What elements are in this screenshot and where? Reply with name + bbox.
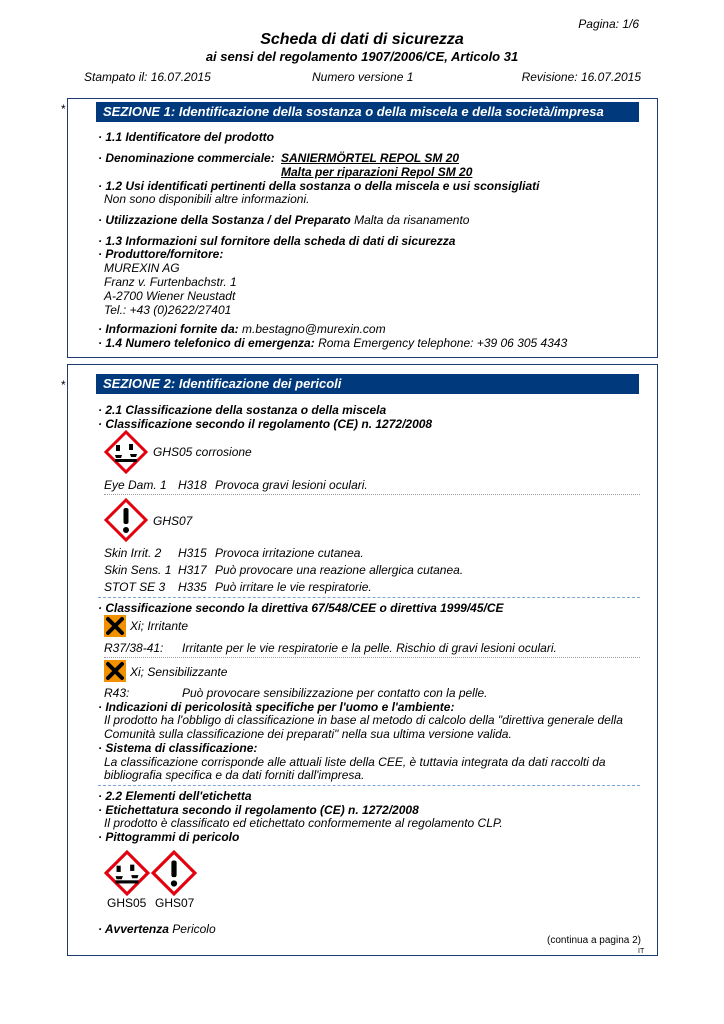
xi-sensitizer-icon [104,660,126,682]
h-row-1-class: Skin Irrit. 2 [104,546,162,560]
trade-name-2: Malta per riparazioni Repol SM 20 [281,165,473,179]
revision-date: Revisione: 16.07.2015 [521,70,641,84]
eye-code: H318 [178,478,207,492]
pictogram-ghs05-icon [104,850,150,896]
dashed-divider [98,785,640,786]
xi-irritant-icon [104,615,126,637]
r37-text: Irritante per le vie respiratorie e la pelle. Rischio di gravi lesioni oculari. [182,641,557,655]
ghs05-label: GHS05 corrosione [153,445,252,459]
info-line [98,322,386,336]
continued-note: (continua a pagina 2) [547,935,641,946]
version-number: Numero versione 1 [312,70,414,84]
directive-label: · Classificazione secondo la direttiva 67/548/CEE o direttiva 1999/45/CE [98,601,504,615]
s21-heading: · 2.1 Classificazione della sostanza o della miscela [98,403,387,417]
address-line-2: Franz v. Furtenbachstr. 1 [104,275,237,289]
s12-heading: · 1.2 Usi identificati pertinenti della sostanza o della miscela e usi sconsigliati [98,179,540,193]
h-row-2-code: H317 [178,563,207,577]
h-row-3-code: H335 [178,580,207,594]
address-line-4: Tel.: +43 (0)2622/27401 [104,303,232,317]
pictogram-ghs05-label: GHS05 [107,896,147,910]
producer-label: · Produttore/fornitore: [98,247,224,261]
system-label: · Sistema di classificazione: [98,741,258,755]
section1-change-marker: * [61,102,66,116]
warning-label: · Avvertenza [98,922,169,936]
section2-header: SEZIONE 2: Identificazione dei pericoli [96,374,639,394]
print-date: Stampato il: 16.07.2015 [84,70,211,84]
h-row-3-class: STOT SE 3 [104,580,166,594]
eye-class: Eye Dam. 1 [104,478,167,492]
xi-sens-label: Xi; Sensibilizzante [130,665,228,679]
r37-code: R37/38-41: [104,641,164,655]
h-row-2-class: Skin Sens. 1 [104,563,172,577]
usage-line [98,213,469,227]
page-number: Pagina: 1/6 [578,17,639,31]
ghs07-label: GHS07 [153,514,193,528]
pictogram-ghs07-label: GHS07 [155,896,195,910]
h-row-1-code: H315 [178,546,207,560]
specific-label: · Indicazioni di pericolosità specifiche per l'uomo e l'ambiente: [98,700,455,714]
r43-text: Può provocare sensibilizzazione per contatto con la pelle. [182,686,488,700]
trade-name-label: · Denominazione commerciale: [98,151,275,165]
trade-name-1: SANIERMÖRTEL REPOL SM 20 [281,151,460,165]
s11-heading: · 1.1 Identificatore del prodotto [98,130,275,144]
h-row-3-text: Può irritare le vie respiratorie. [215,580,372,594]
dotted-divider [104,657,640,658]
section2-change-marker: * [61,378,66,392]
usage-label: · Utilizzazione della Sostanza / del Preparato [98,213,351,227]
emergency-value: Roma Emergency telephone: +39 06 305 4343 [318,336,568,350]
s13-heading: · 1.3 Informazioni sul fornitore della scheda di dati di sicurezza [98,234,456,248]
address-line-1: MUREXIN AG [104,261,180,275]
label-clp-heading: · Etichettatura secondo il regolamento (CE) n. 1272/2008 [98,803,419,817]
clp-classification-label: · Classificazione secondo il regolamento (CE) n. 1272/2008 [98,417,433,431]
pictogram-ghs07-icon [151,850,197,896]
emergency-line [98,336,567,350]
h-row-1-text: Provoca irritazione cutanea. [215,546,364,560]
h-row-2-text: Può provocare una reazione allergica cutanea. [215,563,464,577]
system-text-2: bibliografia specifica e da dati forniti dall'impresa. [104,768,365,782]
usage-value: Malta da risanamento [354,213,470,227]
r43-code: R43: [104,686,130,700]
system-text-1: La classificazione corrisponde alle attuali liste della CEE, è tuttavia integrata da dati raccolti da [104,755,606,769]
pictograms-label: · Pittogrammi di pericolo [98,830,240,844]
specific-text-2: Comunità sulla classificazione dei preparati" nella sua ultima versione valida. [104,727,512,741]
xi-irritante-label: Xi; Irritante [130,619,189,633]
info-label: · Informazioni fornite da: [98,322,239,336]
document-title: Scheda di dati di sicurezza [260,31,464,48]
specific-text-1: Il prodotto ha l'obbligo di classificazione in base al metodo di calcolo della "direttiva generale della [104,713,623,727]
ghs05-corrosion-icon [104,430,148,474]
document-subtitle: ai sensi del regolamento 1907/2006/CE, Articolo 31 [205,49,519,64]
dashed-divider [98,597,640,598]
section1-header: SEZIONE 1: Identificazione della sostanza o della miscela e della società/impresa [96,102,639,122]
eye-text: Provoca gravi lesioni oculari. [215,478,368,492]
language-code: IT [638,948,645,955]
dotted-divider [104,494,640,495]
s12-text: Non sono disponibili altre informazioni. [104,192,310,206]
warning-line [98,922,216,936]
address-line-3: A-2700 Wiener Neustadt [104,289,236,303]
ghs07-exclamation-icon [104,498,148,542]
label-clp-text: Il prodotto è classificato ed etichettato conformemente al regolamento CLP. [104,816,503,830]
info-email[interactable]: m.bestagno@murexin.com [242,322,386,336]
emergency-label: · 1.4 Numero telefonico di emergenza: [98,336,315,350]
s22-heading: · 2.2 Elementi dell'etichetta [98,789,252,803]
warning-value: Pericolo [172,922,216,936]
